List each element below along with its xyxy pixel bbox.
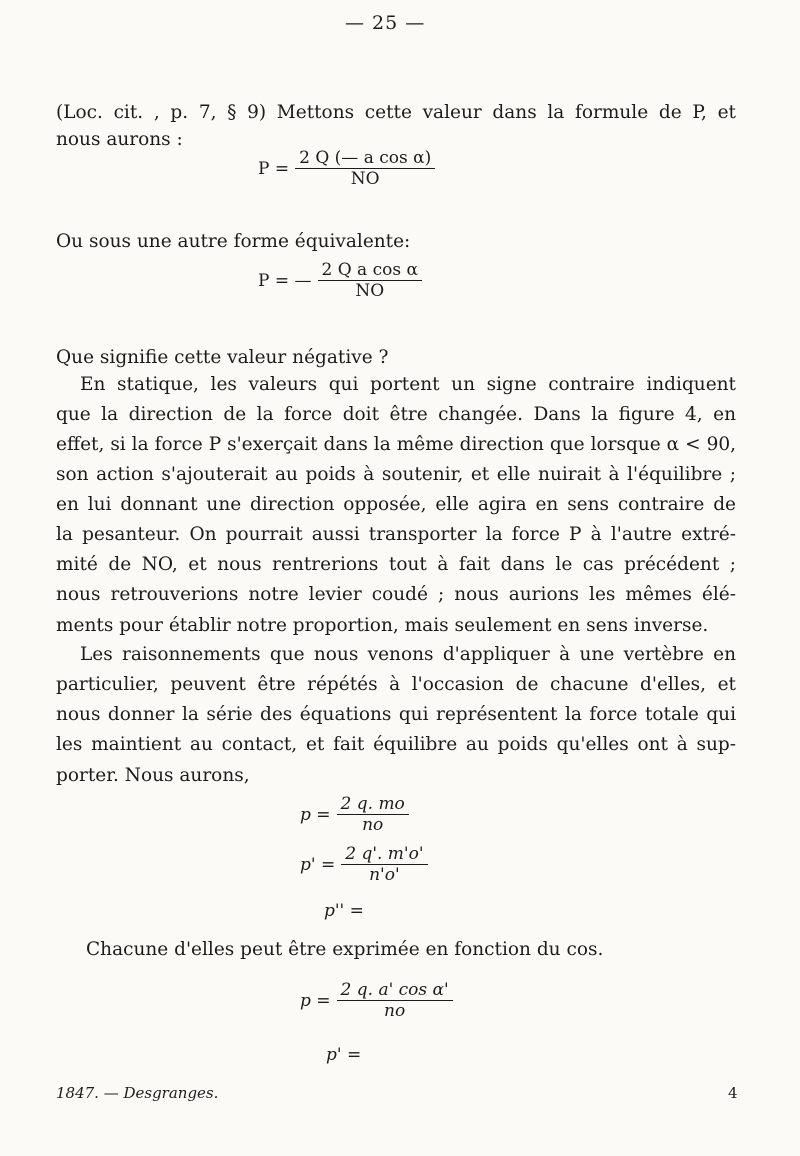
formula-3 xyxy=(300,794,409,835)
formula-denominator: NO xyxy=(355,281,385,301)
formula-denominator: no xyxy=(362,815,384,835)
text-line: ments pour établir notre proportion, mais seulement en sens inverse. xyxy=(56,615,709,636)
text-line: Les raisonnements que nous venons d'appliquer à une vertèbre en xyxy=(80,644,736,665)
formula-numerator: 2 q'. m'o' xyxy=(341,844,427,865)
text-line: Que signifie cette valeur négative ? xyxy=(56,347,389,368)
text-line: les maintient au contact, et fait équilibre au poids qu'elles ont à sup- xyxy=(56,734,736,755)
text-line: porter. Nous aurons, xyxy=(56,765,250,786)
formula-lhs: p = xyxy=(300,804,331,825)
text-line: nous retrouverions notre levier coudé ; nous aurions les mêmes élé- xyxy=(56,584,736,605)
page-number: — 25 — xyxy=(345,12,426,34)
text-line: mité de NO, et nous rentrerions tout à fait dans le cas précédent ; xyxy=(56,554,736,575)
formula-lhs: P = — xyxy=(258,270,312,291)
formula-5 xyxy=(324,900,370,921)
text-line: la pesanteur. On pourrait aussi transporter la force P à l'autre extré- xyxy=(56,524,736,545)
formula-numerator: 2 Q a cos α xyxy=(318,260,422,281)
text-line: (Loc. cit. , p. 7, § 9) Mettons cette valeur dans la formule de P, et xyxy=(56,102,736,123)
text-line: nous aurons : xyxy=(56,129,183,150)
formula-lhs: p = xyxy=(300,990,331,1011)
formula-numerator: 2 Q (— a cos α) xyxy=(295,148,435,169)
text-line: que la direction de la force doit être changée. Dans la figure 4, en xyxy=(56,404,736,425)
text-line: son action s'ajouterait au poids à soutenir, et elle nuirait à l'équilibre ; xyxy=(56,464,736,485)
formula-numerator: 2 q. a' cos α' xyxy=(337,980,453,1001)
text-line: effet, si la force P s'exerçait dans la même direction que lorsque α < 90, xyxy=(56,434,736,455)
formula-lhs: p'' = xyxy=(324,900,364,921)
formula-4 xyxy=(300,844,428,885)
formula-denominator: n'o' xyxy=(369,865,400,885)
formula-1 xyxy=(258,148,435,189)
formula-7 xyxy=(326,1044,367,1065)
formula-denominator: no xyxy=(384,1001,406,1021)
footer-citation: 1847. — Desgranges. xyxy=(56,1084,219,1102)
text-line: en lui donnant une direction opposée, elle agira en sens contraire de xyxy=(56,494,736,515)
formula-6 xyxy=(300,980,453,1021)
formula-lhs: p' = xyxy=(326,1044,362,1065)
formula-denominator: NO xyxy=(350,169,380,189)
text-line: particulier, peuvent être répétés à l'occasion de chacune d'elles, et xyxy=(56,674,736,695)
text-line: Ou sous une autre forme équivalente: xyxy=(56,231,411,252)
formula-2 xyxy=(258,260,422,301)
formula-numerator: 2 q. mo xyxy=(337,794,409,815)
text-line: Chacune d'elles peut être exprimée en fonction du cos. xyxy=(86,939,604,960)
signature-mark: 4 xyxy=(728,1084,738,1102)
text-line: En statique, les valeurs qui portent un signe contraire indiquent xyxy=(80,374,736,395)
formula-lhs: p' = xyxy=(300,854,336,875)
formula-lhs: P = xyxy=(258,158,290,179)
text-line: nous donner la série des équations qui représentent la force totale qui xyxy=(56,704,736,725)
